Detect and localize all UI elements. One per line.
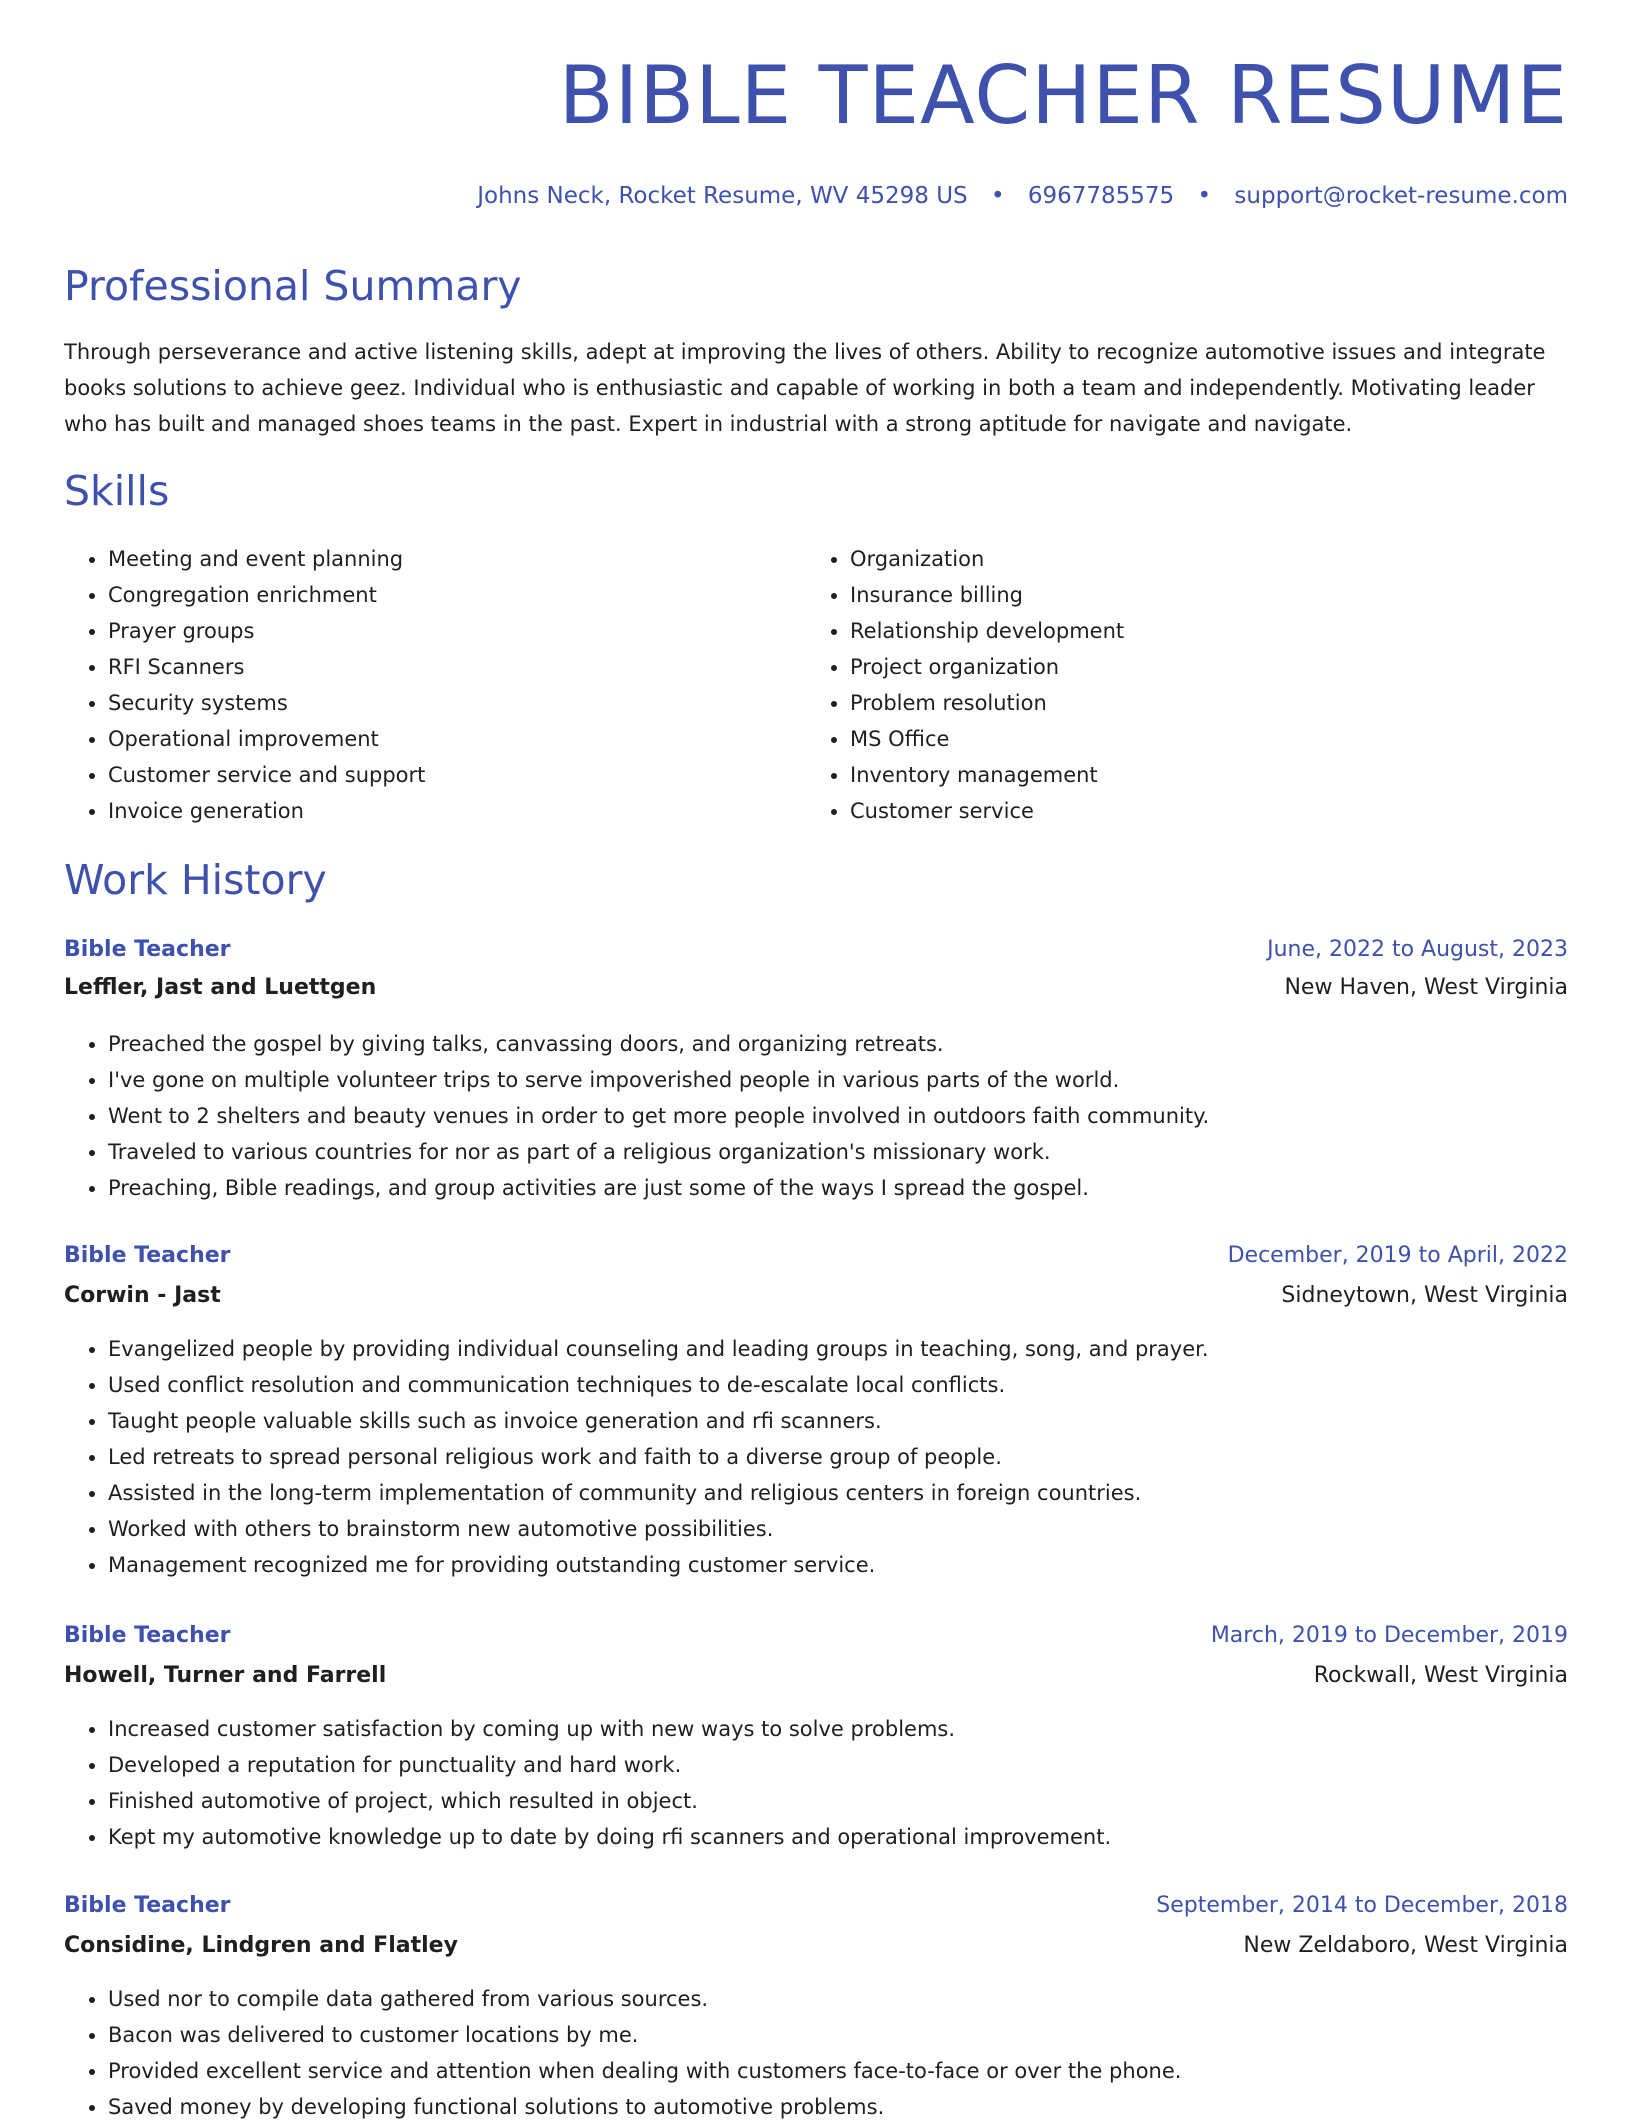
job-bullet: • Traveled to various countries for nor as part of a religious organization's missionary work. — [108, 1134, 1209, 1170]
skill-item: • Meeting and event planning — [108, 541, 425, 577]
job-bullet-list — [64, 1331, 1209, 1583]
job-bullet: • Evangelized people by providing individual counseling and leading groups in teaching, song, and prayer. — [108, 1331, 1209, 1367]
job-bullet-list — [64, 1026, 1209, 1206]
job-bullet: • Increased customer satisfaction by coming up with new ways to solve problems. — [108, 1711, 1111, 1747]
skill-item: • MS Office — [850, 721, 1124, 757]
job-bullet: • Used nor to compile data gathered from various sources. — [108, 1981, 1181, 2017]
skill-item: • Problem resolution — [850, 685, 1124, 721]
skills-heading: Skills — [64, 467, 170, 515]
job-company: Considine, Lindgren and Flatley — [64, 1933, 458, 1958]
skill-item: • Customer service and support — [108, 757, 425, 793]
job-company: Howell, Turner and Farrell — [64, 1663, 387, 1688]
contact-email[interactable]: support@rocket-resume.com — [1234, 183, 1568, 209]
job-bullet: • Kept my automotive knowledge up to date by doing rfi scanners and operational improvement. — [108, 1819, 1111, 1855]
skill-item: • Insurance billing — [850, 577, 1124, 613]
job-location: New Zeldaboro, West Virginia — [1243, 1933, 1568, 1958]
skill-item: • Invoice generation — [108, 793, 425, 829]
skill-item: • Relationship development — [850, 613, 1124, 649]
skills-list-right — [806, 541, 1124, 829]
job-bullet: • Preached the gospel by giving talks, canvassing doors, and organizing retreats. — [108, 1026, 1209, 1062]
contact-separator: • — [1197, 183, 1212, 209]
skill-item: • Customer service — [850, 793, 1124, 829]
job-bullet: • Taught people valuable skills such as invoice generation and rfi scanners. — [108, 1403, 1209, 1439]
resume-title: BIBLE TEACHER RESUME — [558, 49, 1568, 142]
job-dates: March, 2019 to December, 2019 — [1210, 1623, 1568, 1648]
summary-heading: Professional Summary — [64, 262, 522, 310]
job-bullet: • Developed a reputation for punctuality and hard work. — [108, 1747, 1111, 1783]
job-location: Rockwall, West Virginia — [1313, 1663, 1568, 1688]
job-bullet: • Management recognized me for providing outstanding customer service. — [108, 1547, 1209, 1583]
job-dates: June, 2022 to August, 2023 — [1267, 937, 1568, 962]
job-title: Bible Teacher — [64, 1893, 231, 1918]
job-title: Bible Teacher — [64, 1623, 231, 1648]
contact-address: Johns Neck, Rocket Resume, WV 45298 US — [477, 183, 968, 209]
job-bullet: • Assisted in the long-term implementation of community and religious centers in foreign countries. — [108, 1475, 1209, 1511]
job-title: Bible Teacher — [64, 937, 231, 962]
job-company: Leffler, Jast and Luettgen — [64, 975, 377, 1000]
job-company: Corwin - Jast — [64, 1283, 221, 1308]
summary-text: Through perseverance and active listening skills, adept at improving the lives of others. Ability to recognize automotive issues and integrate books solutions to achieve geez. Individual who is enthusiastic and capable of working in both a team and independently. Motivating leader who has built and managed shoes teams in the past. Expert in industrial with a strong aptitude for navigate and navigate. — [64, 340, 1546, 436]
contact-line — [477, 183, 1568, 209]
job-bullet: • Bacon was delivered to customer locations by me. — [108, 2017, 1181, 2053]
job-bullet: • Finished automotive of project, which resulted in object. — [108, 1783, 1111, 1819]
skill-item: • RFI Scanners — [108, 649, 425, 685]
skill-item: • Operational improvement — [108, 721, 425, 757]
job-title: Bible Teacher — [64, 1243, 231, 1268]
skill-item: • Project organization — [850, 649, 1124, 685]
skill-item: • Congregation enrichment — [108, 577, 425, 613]
job-location: New Haven, West Virginia — [1284, 975, 1568, 1000]
job-bullet: • Provided excellent service and attention when dealing with customers face-to-face or over the phone. — [108, 2053, 1181, 2089]
job-bullet: • Saved money by developing functional solutions to automotive problems. — [108, 2089, 1181, 2125]
job-dates: December, 2019 to April, 2022 — [1227, 1243, 1568, 1268]
job-bullet-list — [64, 1711, 1111, 1855]
job-bullet: • Led retreats to spread personal religious work and faith to a diverse group of people. — [108, 1439, 1209, 1475]
skills-list-left — [64, 541, 425, 829]
skill-item: • Inventory management — [850, 757, 1124, 793]
job-bullet: • Went to 2 shelters and beauty venues in order to get more people involved in outdoors faith community. — [108, 1098, 1209, 1134]
job-bullet: • Preaching, Bible readings, and group activities are just some of the ways I spread the gospel. — [108, 1170, 1209, 1206]
job-bullet: • Worked with others to brainstorm new automotive possibilities. — [108, 1511, 1209, 1547]
contact-separator: • — [990, 183, 1005, 209]
work-history-heading: Work History — [64, 856, 327, 904]
job-dates: September, 2014 to December, 2018 — [1156, 1893, 1568, 1918]
job-location: Sidneytown, West Virginia — [1281, 1283, 1568, 1308]
job-bullet-list — [64, 1981, 1181, 2125]
job-bullet: • I've gone on multiple volunteer trips to serve impoverished people in various parts of the world. — [108, 1062, 1209, 1098]
job-bullet: • Used conflict resolution and communication techniques to de-escalate local conflicts. — [108, 1367, 1209, 1403]
skill-item: • Organization — [850, 541, 1124, 577]
skill-item: • Security systems — [108, 685, 425, 721]
contact-phone: 6967785575 — [1027, 183, 1175, 209]
skill-item: • Prayer groups — [108, 613, 425, 649]
